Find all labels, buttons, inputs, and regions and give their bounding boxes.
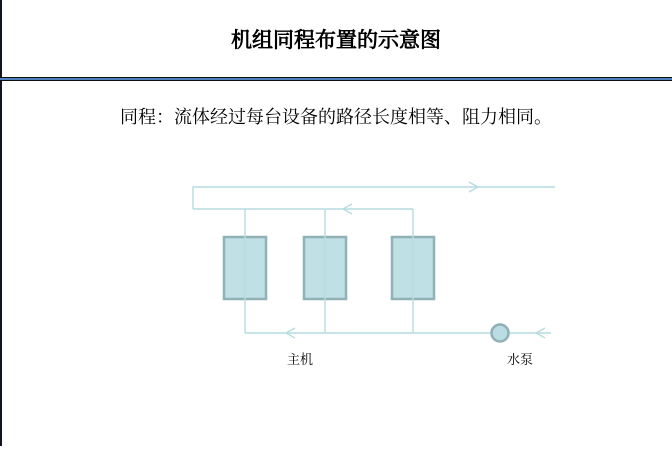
page-title: 机组同程布置的示意图 xyxy=(231,28,441,52)
pump-shape xyxy=(492,325,509,342)
pump-label: 水泵 xyxy=(506,352,534,367)
pipe-top-supply xyxy=(193,187,555,209)
definition-text: 同程：流体经过每台设备的路径长度相等、阻力相同。 xyxy=(120,107,552,127)
units-label: 主机 xyxy=(286,352,314,367)
